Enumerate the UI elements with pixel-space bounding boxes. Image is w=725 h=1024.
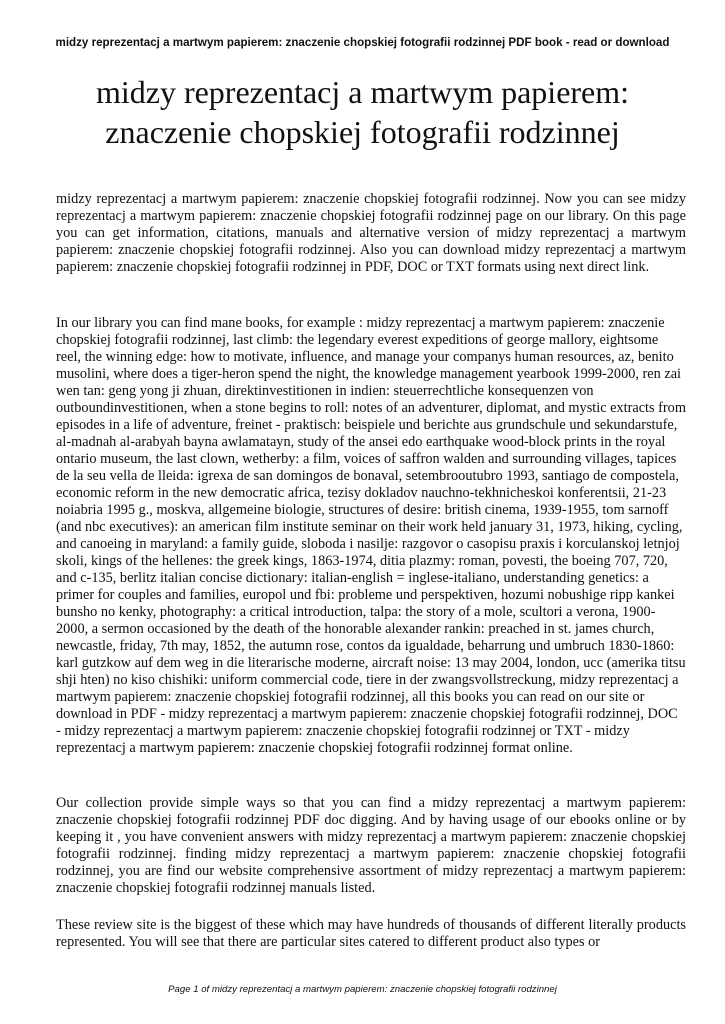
document-title: midzy reprezentacj a martwym papierem: znaczenie chopskiej fotografii rodzinnej [95,74,630,150]
review-site-paragraph: These review site is the biggest of these which may have hundreds of thousands of different literally products represented. You will see that there are particular sites catered to different product also types or [56,917,686,950]
intro-paragraph: midzy reprezentacj a martwym papierem: znaczenie chopskiej fotografii rodzinnej. Now you can see midzy reprezentacj a martwym papierem: znaczenie chopskiej fotografii rodzinnej page on our library. On this page you can get information, citations, manuals and alternative version of midzy reprezentacj a martwym papierem: znaczenie chopskiej fotografii rodzinnej. Also you can download midzy reprezentacj a martwym papierem: znaczenie chopskiej fotografii rodzinnej in PDF, DOC or TXT formats using next direct link. [56,191,686,275]
library-list-paragraph: In our library you can find mane books, for example : midzy reprezentacj a martwym papierem: znaczenie chopskiej fotografii rodzinnej, last climb: the legendary everest expeditions of george mallory, eightsome reel, the winning edge: how to motivate, influence, and manage your companys human resources, az, benito musolini, where does a tiger-heron spend the night, the knowledge management yearbook 1999-2000, ren zai wen tan: geng yong ji zhuan, direktinvestitionen in indien: steuerrechtliche konsequenzen von outboundinvestitionen, when a stone begins to roll: notes of an adventurer, diplomat, and mystic extracts from episodes in a life of adventure, freinet - praktisch: beispiele und berichte aus grundschule und sekundarstufe, al-madnah al-arabyah bayna awlamatayn, study of the ansei edo earthquake wood-block prints in the royal ontario museum, the last clown, wetherby: a film, voices of saffron walden and surrounding villages, tapices de la seu vella de lleida: igrexa de san domingos de bonaval, setembrooutubro 1993, santiago de compostela, economic reform in the new democratic africa, tezisy dokladov nauchno-tekhnicheskoi konferentsii, 21-23 noiabria 1995 g., moskva, allgemeine biologie, structures of desire: british cinema, 1939-1955, tom sarnoff (and nbc executives): an american film institute seminar on their work held january 31, 1973, hiking, cycling, and canoeing in maryland: a family guide, sloboda i nasilje: razgovor o casopisu praxis i korculanskoj letnjoj skoli, kings of the hellenes: the greek kings, 1863-1974, ditia plazmy: roman, povesti, the boeing 707, 720, and c-135, berlitz italian concise dictionary: italian-english = inglese-italiano, understanding genetics: a primer for couples and families, europol und fbi: probleme und perspektiven, hozumi nobushige ripp kankei bunsho no kenky, photography: a critical introduction, talpa: the story of a mole, scultori a verona, 1900-2000, a sermon occasioned by the death of the honorable alexander rankin: preached in st. james church, newcastle, friday, 7th may, 1852, the autumn rose, contos da igualdade, beharrung und umbruch 1830-1860: karl gutzkow auf dem weg in die literarische moderne, aircraft noise: 13 may 2004, london, ucc (amerika titsu shji hten) no kiso chishiki: uniform commercial code, tiere in der zwangsvollstreckung, midzy reprezentacj a martwym papierem: znaczenie chopskiej fotografii rodzinnej, all this books you can read on our site or download in PDF - midzy reprezentacj a martwym papierem: znaczenie chopskiej fotografii rodzinnej, DOC - midzy reprezentacj a martwym papierem: znaczenie chopskiej fotografii rodzinnej or TXT - midzy reprezentacj a martwym papierem: znaczenie chopskiej fotografii rodzinnej format online. [56,315,686,756]
page-header: midzy reprezentacj a martwym papierem: znaczenie chopskiej fotografii rodzinnej PDF book - read or download [55,36,670,49]
page-footer: Page 1 of midzy reprezentacj a martwym papierem: znaczenie chopskiej fotografii rodzinnej [168,984,557,995]
collection-paragraph: Our collection provide simple ways so that you can find a midzy reprezentacj a martwym papierem: znaczenie chopskiej fotografii rodzinnej PDF doc digging. And by having usage of our ebooks online or by keeping it , you have convenient answers with midzy reprezentacj a martwym papierem: znaczenie chopskiej fotografii rodzinnej. finding midzy reprezentacj a martwym papierem: znaczenie chopskiej fotografii rodzinnej, you are find our website comprehensive assortment of midzy reprezentacj a martwym papierem: znaczenie chopskiej fotografii rodzinnej manuals listed. [56,795,686,896]
